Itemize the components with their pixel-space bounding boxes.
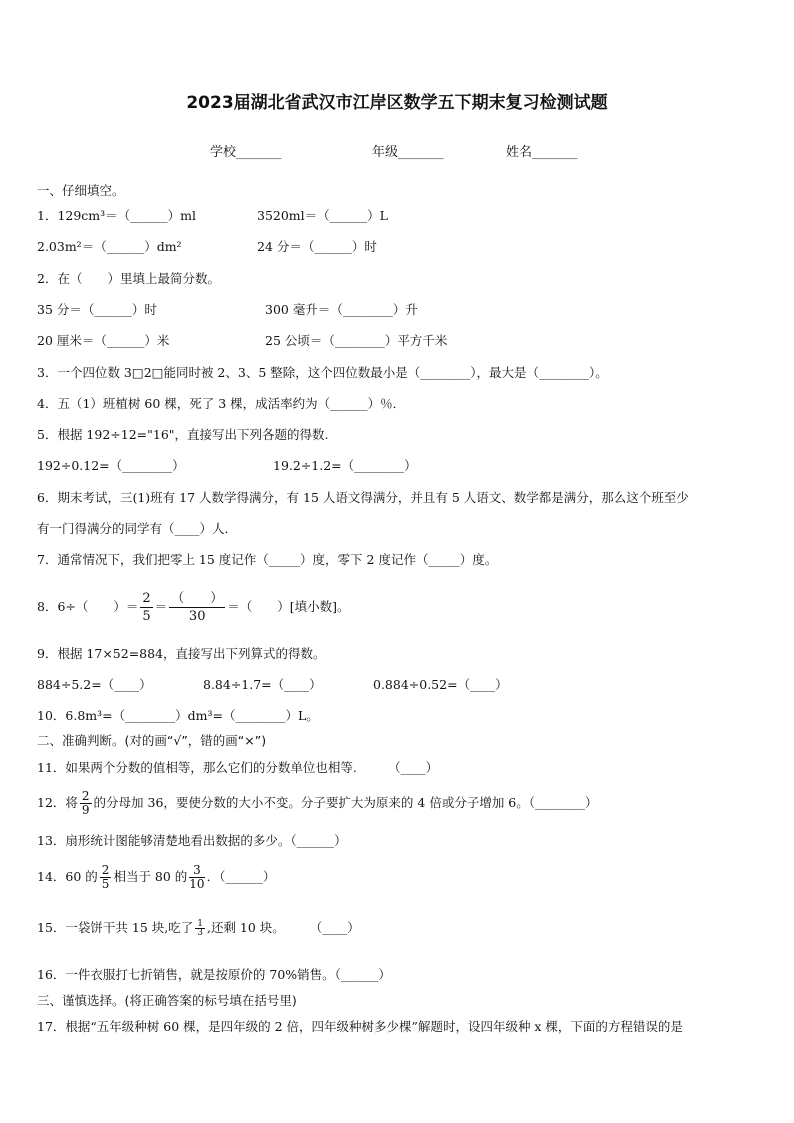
page-title: 2023届湖北省武汉市江岸区数学五下期末复习检测试题: [186, 93, 608, 113]
question-9b: 8.84÷1.7=（____）: [203, 677, 322, 692]
question-2a: 35 分＝（______）时: [37, 302, 157, 317]
question-9c: 0.884÷0.52=（____）: [373, 677, 508, 692]
question-13: 13．扇形统计图能够清楚地看出数据的多少。（______）: [37, 833, 347, 848]
question-6-line1: 6．期末考试，三(1)班有 17 人数学得满分，有 15 人语文得满分，并且有 5 人语文、数学都是满分，那么这个班至少: [37, 490, 689, 505]
q14-fraction-2-numerator: 3: [189, 864, 204, 878]
question-1d: 24 分＝（______）时: [257, 239, 377, 254]
q12-suffix: 的分母加 36，要使分数的大小不变。分子要扩大为原来的 4 倍或分子增加 6。（________）: [93, 795, 598, 810]
q15-fraction-numerator: 1: [197, 919, 203, 929]
q15-suffix: ,还剩 10 块。 （____）: [206, 920, 360, 935]
question-1a: 1．129cm³＝（______）ml: [37, 208, 197, 223]
q8-fraction-2-denominator: 30: [188, 609, 206, 624]
grade-field: 年级_______: [372, 145, 444, 160]
q12-fraction-denominator: 9: [81, 803, 90, 817]
q8-fraction-2-numerator: （ ）: [171, 591, 224, 606]
question-12: [37, 788, 598, 818]
q12-fraction: [80, 790, 92, 817]
q14-suffix: ．（______）: [206, 869, 276, 884]
question-14: [37, 862, 275, 892]
q12-prefix: 12．将: [37, 795, 78, 810]
question-1c: 2.03m²＝（______）dm²: [37, 239, 182, 254]
q15-prefix: 15．一袋饼干共 15 块,吃了: [37, 920, 194, 935]
q15-fraction-denominator: 3: [197, 928, 203, 938]
question-15: [37, 916, 360, 940]
question-17: 17．根据“五年级种树 60 棵，是四年级的 2 倍，四年级种树多少棵”解题时，设四年级种 x 棵，下面的方程错误的是: [37, 1019, 683, 1034]
q8-suffix: ＝（ ）[填小数]。: [227, 599, 350, 614]
question-11: 11．如果两个分数的值相等，那么它们的分数单位也相等. （____）: [37, 760, 439, 775]
q8-equals: ＝: [154, 599, 168, 614]
q8-fraction-1-numerator: 2: [142, 591, 151, 606]
q14-fraction-2-denominator: 10: [189, 877, 205, 891]
question-16: 16．一件衣服打七折销售，就是按原价的 70%销售。（______）: [37, 967, 391, 982]
question-5a: 192÷0.12=（________）: [37, 458, 185, 473]
section-2-heading: 二、准确判断。(对的画“√”，错的画“×”): [37, 733, 267, 748]
question-3: 3．一个四位数 3□2□能同时被 2、3、5 整除，这个四位数最小是（________），最大是（________）。: [37, 365, 608, 380]
question-9a: 884÷5.2=（____）: [37, 677, 152, 692]
question-10: 10．6.8m³=（________）dm³=（________）L。: [37, 708, 319, 723]
question-5: 5．根据 192÷12="16"，直接写出下列各题的得数.: [37, 427, 329, 442]
q14-middle: 相当于 80 的: [113, 869, 188, 884]
question-9: 9．根据 17×52=884，直接写出下列算式的得数。: [37, 646, 326, 661]
name-field: 姓名_______: [506, 145, 578, 160]
question-2d: 25 公顷＝（________）平方千米: [265, 333, 448, 348]
question-4: 4．五（1）班植树 60 棵，死了 3 棵，成活率约为（______）％．: [37, 396, 406, 411]
q8-fraction-1: [140, 590, 152, 625]
question-2: 2．在（ ）里填上最简分数。: [37, 271, 220, 286]
q14-fraction-2: [189, 864, 204, 891]
q14-fraction-1: [100, 864, 112, 891]
q14-fraction-1-denominator: 5: [101, 877, 110, 891]
q8-fraction-2: [169, 590, 225, 625]
school-field: 学校_______: [210, 145, 282, 160]
question-6-line2: 有一门得满分的同学有（____）人．: [37, 521, 238, 536]
section-1-heading: 一、仔细填空。: [37, 183, 125, 198]
q8-fraction-1-denominator: 5: [142, 609, 151, 624]
q12-fraction-numerator: 2: [81, 789, 90, 803]
question-2c: 20 厘米＝（______）米: [37, 333, 170, 348]
question-7: 7．通常情况下，我们把零上 15 度记作（_____）度，零下 2 度记作（_____）度。: [37, 552, 498, 567]
question-8: [37, 590, 349, 625]
question-5b: 19.2÷1.2=（________）: [273, 458, 417, 473]
q14-fraction-1-numerator: 2: [101, 863, 110, 877]
section-3-heading: 三、谨慎选择。(将正确答案的标号填在括号里): [37, 993, 297, 1008]
question-1b: 3520ml＝（______）L: [257, 208, 388, 223]
q14-prefix: 14．60 的: [37, 869, 98, 884]
question-2b: 300 毫升＝（________）升: [265, 302, 418, 317]
q15-fraction: [195, 920, 205, 937]
q8-prefix: 8．6÷（ ）＝: [37, 599, 139, 614]
